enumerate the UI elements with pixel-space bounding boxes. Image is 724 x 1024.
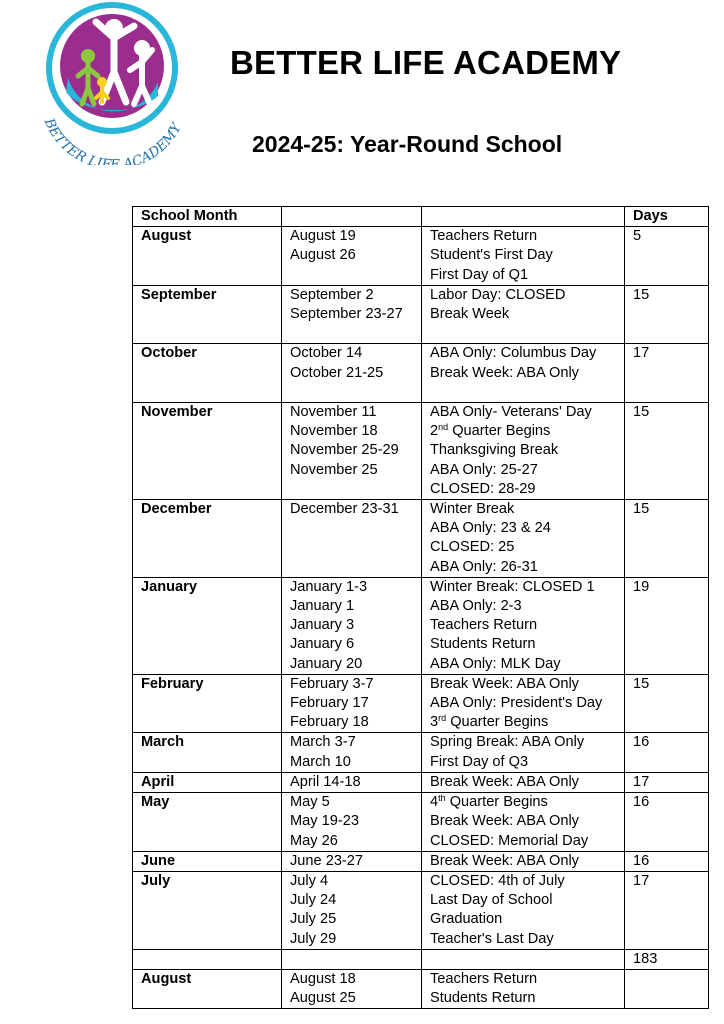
event-line: Labor Day: CLOSED <box>430 286 566 303</box>
days-cell: 17 <box>625 344 709 403</box>
month-cell: February <box>133 674 282 733</box>
events-cell <box>422 674 625 733</box>
days-cell: 16 <box>625 733 709 772</box>
header-days: Days <box>625 207 709 227</box>
date-line: March 3-7 <box>290 734 356 751</box>
events-cell <box>422 969 625 1008</box>
days-cell: 17 <box>625 871 709 949</box>
events-cell <box>422 851 625 871</box>
date-line: January 6 <box>290 636 355 653</box>
event-line: ABA Only: Columbus Day <box>430 345 597 362</box>
event-line: 2nd Quarter Begins <box>430 422 551 440</box>
date-line: July 29 <box>290 930 337 947</box>
table-row <box>133 733 709 772</box>
event-line: ABA Only: 23 & 24 <box>430 520 551 537</box>
event-line: Students Return <box>430 990 536 1007</box>
event-line: Break Week: ABA Only <box>430 364 579 381</box>
header-school-month: School Month <box>133 207 282 227</box>
date-line: January 20 <box>290 655 363 672</box>
event-line: Break Week: ABA Only <box>430 813 579 830</box>
date-line: August 25 <box>290 990 356 1007</box>
date-line: January 1-3 <box>290 578 368 595</box>
event-line: Teachers Return <box>430 970 538 987</box>
event-line: CLOSED: 28-29 <box>430 480 536 497</box>
event-line: CLOSED: 25 <box>430 539 515 556</box>
events-cell <box>422 772 625 792</box>
event-line: First Day of Q3 <box>430 753 529 770</box>
date-line: January 1 <box>290 598 355 615</box>
event-line: Break Week <box>430 306 510 323</box>
dates-cell <box>282 403 422 500</box>
next-year-row <box>133 969 709 1008</box>
date-line: November 11 <box>290 404 377 421</box>
dates-cell <box>282 871 422 949</box>
table-row <box>133 285 709 344</box>
event-line: Winter Break: CLOSED 1 <box>430 578 595 595</box>
school-logo <box>30 0 195 165</box>
days-cell: 17 <box>625 772 709 792</box>
total-days-cell: 183 <box>625 949 709 969</box>
date-line: July 4 <box>290 872 329 889</box>
month-cell: November <box>133 403 282 500</box>
svg-text:BETTER LIFE ACADEMY: BETTER LIF ACADEMY <box>40 115 185 165</box>
date-line: November 25 <box>290 461 378 478</box>
month-cell: August <box>133 969 282 1008</box>
event-line: ABA Only: 26-31 <box>430 558 538 575</box>
header-dates <box>282 207 422 227</box>
school-name: BETTER LIFE ACADEMY <box>230 44 622 81</box>
event-line: 3rd Quarter Begins <box>430 713 549 731</box>
month-cell: October <box>133 344 282 403</box>
table-row <box>133 871 709 949</box>
days-cell: 19 <box>625 577 709 674</box>
event-line: CLOSED: Memorial Day <box>430 832 589 849</box>
date-line: February 18 <box>290 714 369 731</box>
events-cell <box>422 227 625 286</box>
events-cell <box>422 285 625 344</box>
table-row <box>133 344 709 403</box>
event-line: Break Week: ABA Only <box>430 773 579 790</box>
events-cell <box>422 577 625 674</box>
table-row <box>133 674 709 733</box>
date-line: September 2 <box>290 286 374 303</box>
events-cell <box>422 949 625 969</box>
month-cell: May <box>133 793 282 852</box>
date-line: May 19-23 <box>290 813 359 830</box>
dates-cell <box>282 851 422 871</box>
date-line: September 23-27 <box>290 306 403 323</box>
event-line: Break Week: ABA Only <box>430 675 579 692</box>
date-line: October 14 <box>290 345 363 362</box>
dates-cell <box>282 733 422 772</box>
events-cell <box>422 344 625 403</box>
date-line: August 26 <box>290 247 356 264</box>
event-line: ABA Only: MLK Day <box>430 655 561 672</box>
table-row <box>133 793 709 852</box>
table-row <box>133 500 709 578</box>
dates-cell <box>282 772 422 792</box>
events-cell <box>422 871 625 949</box>
date-line: August 19 <box>290 228 356 245</box>
event-line: CLOSED: 4th of July <box>430 872 565 889</box>
date-line: May 26 <box>290 832 338 849</box>
calendar-title: 2024-25: Year-Round School <box>252 131 563 157</box>
event-line: ABA Only- Veterans' Day <box>430 404 592 421</box>
event-line: ABA Only: 2-3 <box>430 598 522 615</box>
dates-cell <box>282 344 422 403</box>
event-line: Winter Break <box>430 501 515 518</box>
date-line: November 18 <box>290 423 378 440</box>
date-line: June 23-27 <box>290 852 364 869</box>
month-cell: June <box>133 851 282 871</box>
month-cell: December <box>133 500 282 578</box>
table-row <box>133 772 709 792</box>
date-line: November 25-29 <box>290 442 399 459</box>
days-cell: 16 <box>625 851 709 871</box>
date-line: October 21-25 <box>290 364 384 381</box>
event-line: Student's First Day <box>430 247 553 264</box>
date-line: February 3-7 <box>290 675 374 692</box>
event-line: First Day of Q1 <box>430 266 529 283</box>
event-line: ABA Only: 25-27 <box>430 461 538 478</box>
events-cell <box>422 793 625 852</box>
dates-cell <box>282 674 422 733</box>
school-calendar-table <box>132 206 709 1009</box>
date-line: May 5 <box>290 794 330 811</box>
header-events <box>422 207 625 227</box>
event-line: Thanksgiving Break <box>430 442 559 459</box>
month-cell: January <box>133 577 282 674</box>
event-line: Last Day of School <box>430 892 553 909</box>
date-line: March 10 <box>290 753 351 770</box>
event-line: Teachers Return <box>430 228 538 245</box>
table-row <box>133 851 709 871</box>
table-row <box>133 577 709 674</box>
days-cell: 5 <box>625 227 709 286</box>
events-cell <box>422 403 625 500</box>
dates-cell <box>282 227 422 286</box>
event-line: Teacher's Last Day <box>430 930 554 947</box>
date-line: January 3 <box>290 617 355 634</box>
date-line: July 25 <box>290 911 337 928</box>
month-cell: September <box>133 285 282 344</box>
table-row <box>133 403 709 500</box>
date-line: December 23-31 <box>290 501 399 518</box>
days-cell <box>625 969 709 1008</box>
days-cell: 15 <box>625 500 709 578</box>
days-cell: 15 <box>625 403 709 500</box>
month-cell: March <box>133 733 282 772</box>
table-header-row <box>133 207 709 227</box>
month-cell: August <box>133 227 282 286</box>
dates-cell <box>282 285 422 344</box>
month-cell <box>133 949 282 969</box>
date-line: April 14-18 <box>290 773 361 790</box>
events-cell <box>422 733 625 772</box>
event-line: 4th Quarter Begins <box>430 793 548 811</box>
dates-cell <box>282 577 422 674</box>
date-line: February 17 <box>290 695 369 712</box>
dates-cell <box>282 949 422 969</box>
month-cell: April <box>133 772 282 792</box>
event-line: Students Return <box>430 636 536 653</box>
date-line: August 18 <box>290 970 356 987</box>
table-row <box>133 227 709 286</box>
dates-cell <box>282 969 422 1008</box>
days-cell: 15 <box>625 285 709 344</box>
days-cell: 16 <box>625 793 709 852</box>
days-cell: 15 <box>625 674 709 733</box>
event-line: Break Week: ABA Only <box>430 852 579 869</box>
month-cell: July <box>133 871 282 949</box>
dates-cell <box>282 793 422 852</box>
event-line: Spring Break: ABA Only <box>430 734 585 751</box>
date-line: July 24 <box>290 892 337 909</box>
event-line: Teachers Return <box>430 617 538 634</box>
dates-cell <box>282 500 422 578</box>
events-cell <box>422 500 625 578</box>
event-line: Graduation <box>430 911 503 928</box>
total-days-row <box>133 949 709 969</box>
event-line: ABA Only: President's Day <box>430 695 603 712</box>
